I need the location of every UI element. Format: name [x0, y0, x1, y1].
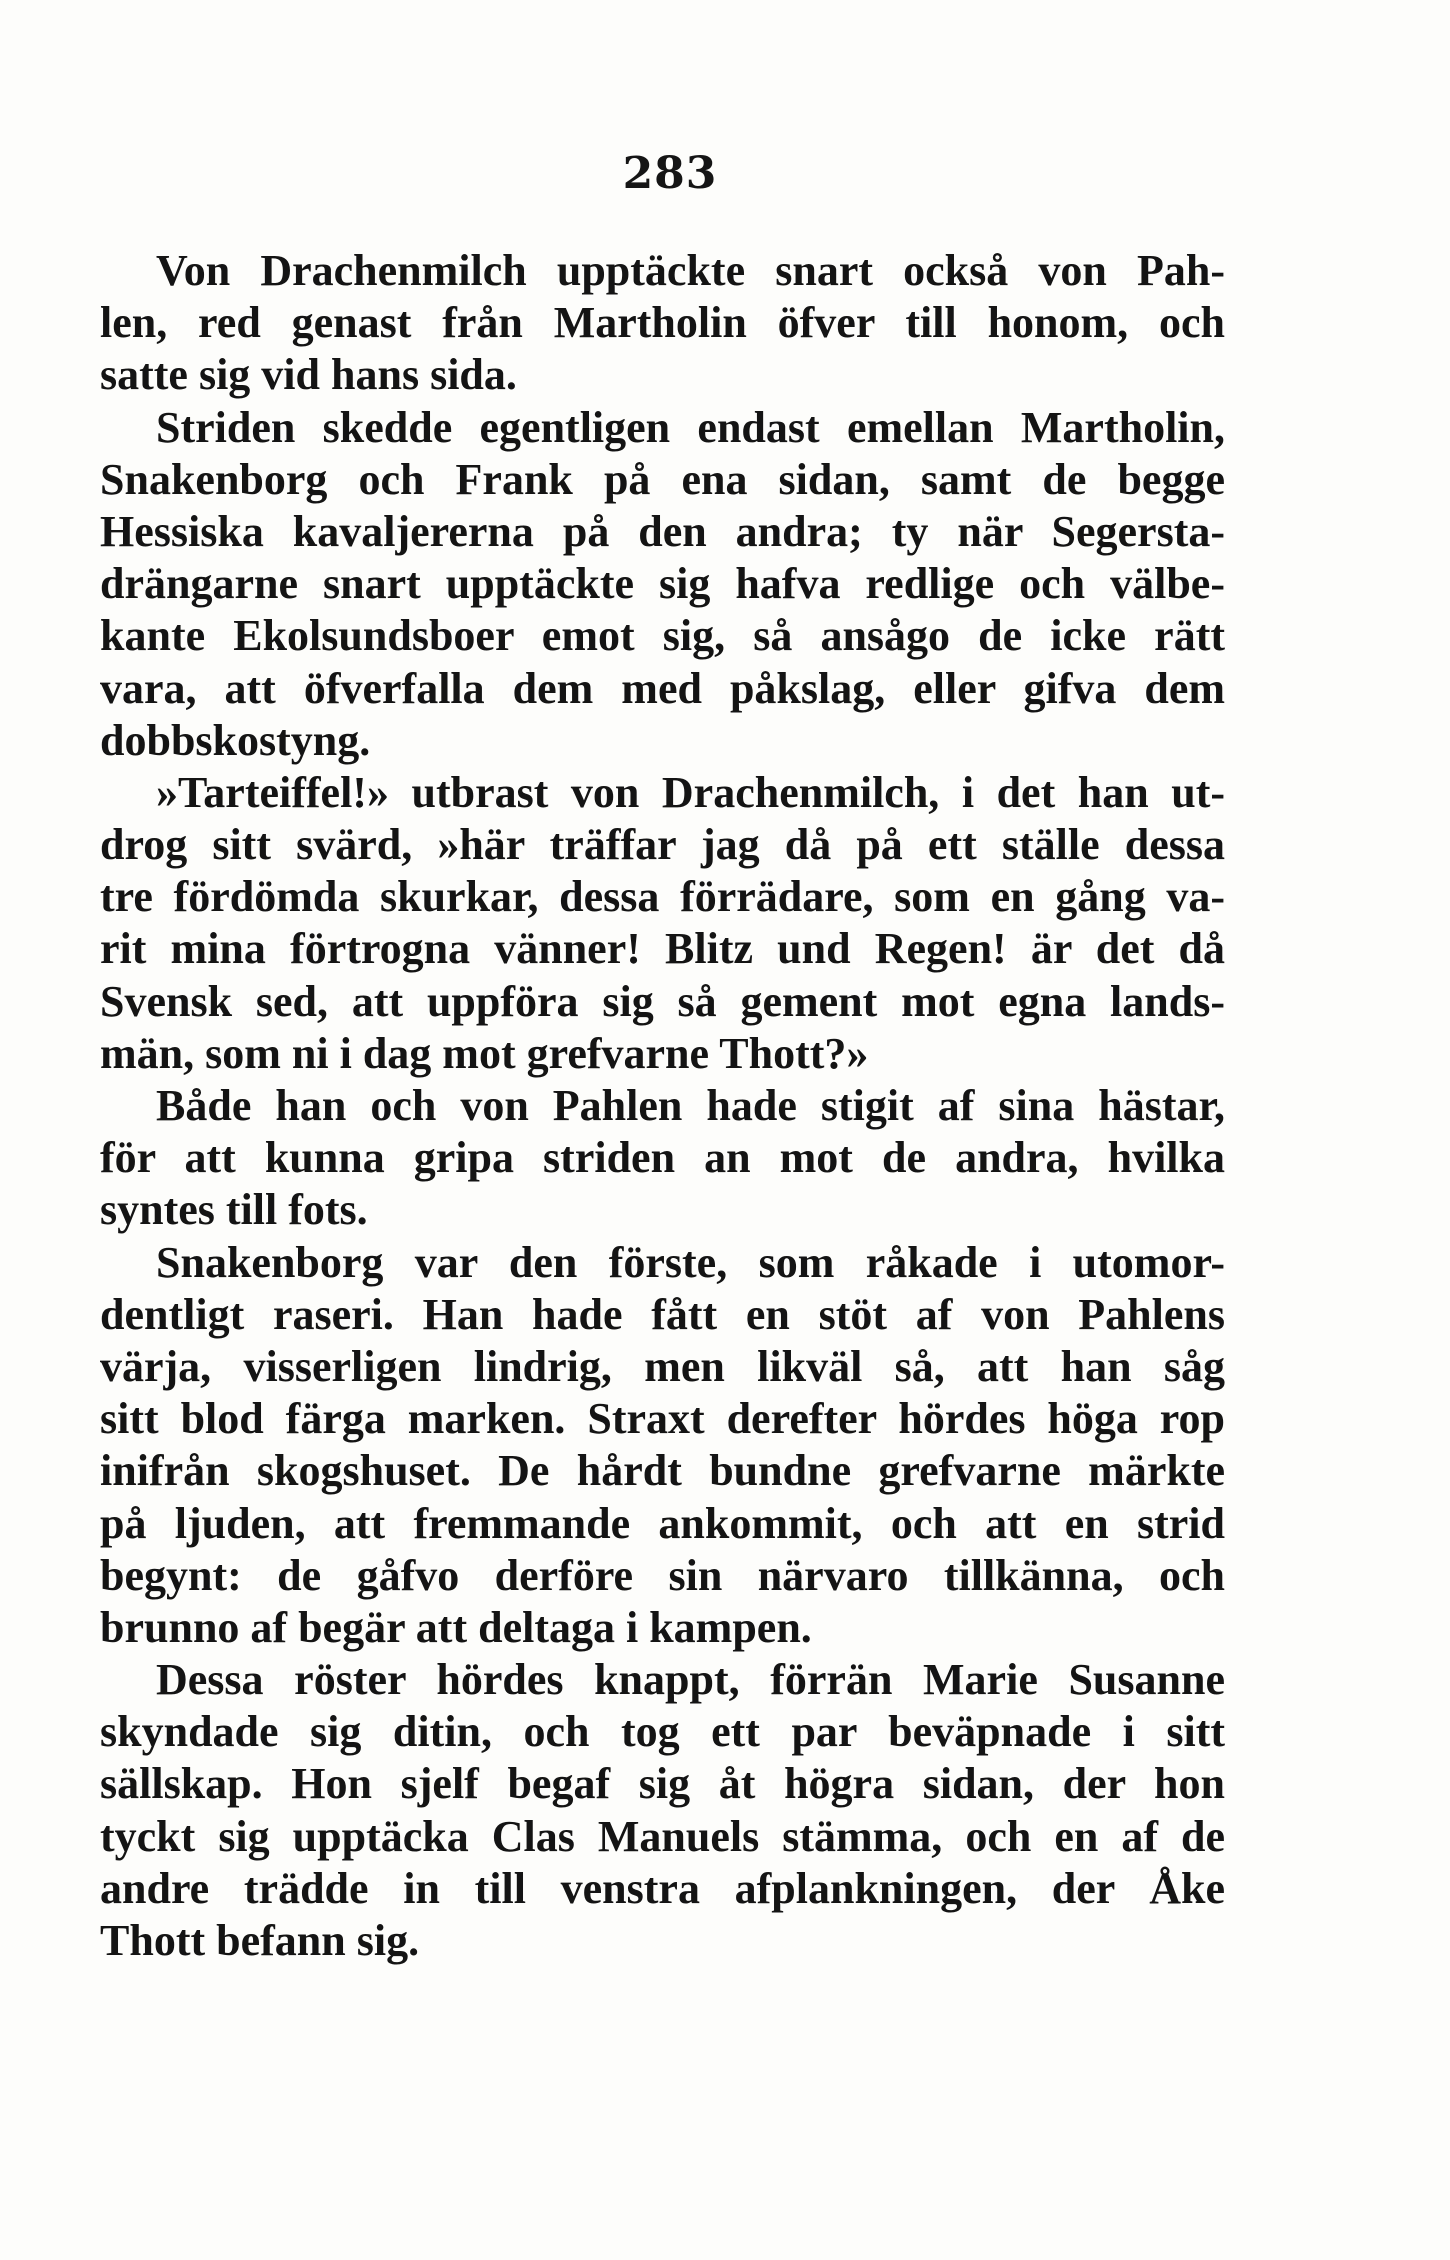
- text-line: skyndade sig ditin, och tog ett par beväpnade i sitt: [100, 1707, 1225, 1757]
- text-line: len, red genast från Martholin öfver till honom, och: [100, 298, 1225, 348]
- text-line: Thott befann sig.: [100, 1916, 420, 1965]
- text-line: brunno af begär att deltaga i kampen.: [100, 1602, 812, 1652]
- text-line: drog sitt svärd, »här träffar jag då på ett ställe dessa: [100, 820, 1225, 870]
- text-line: Hessiska kavaljererna på den andra; ty när Segersta-: [100, 506, 1225, 556]
- text-line: Svensk sed, att uppföra sig så gement mot egna lands-: [100, 976, 1225, 1026]
- text-line: Snakenborg var den förste, som råkade i utomor-: [156, 1237, 1225, 1287]
- text-line: »Tarteiffel!» utbrast von Drachenmilch, i det han ut-: [156, 767, 1225, 817]
- text-line: kante Ekolsundsboer emot sig, så ansågo de icke rätt: [100, 611, 1225, 661]
- text-line: Striden skedde egentligen endast emellan Martholin,: [156, 402, 1225, 452]
- text-line: drängarne snart upptäckte sig hafva redlige och välbe-: [100, 559, 1225, 609]
- text-line: sitt blod färga marken. Straxt derefter hördes höga rop: [100, 1394, 1225, 1444]
- text-line: tyckt sig upptäcka Clas Manuels stämma, och en af de: [100, 1811, 1225, 1861]
- text-line: inifrån skogshuset. De hårdt bundne grefvarne märkte: [100, 1446, 1225, 1496]
- text-line: värja, visserligen lindrig, men likväl så, att han såg: [100, 1341, 1225, 1391]
- page-number: 283: [622, 148, 718, 199]
- text-line: på ljuden, att fremmande ankommit, och att en strid: [100, 1498, 1225, 1548]
- text-line: Von Drachenmilch upptäckte snart också von Pah-: [156, 246, 1225, 295]
- text-line: för att kunna gripa striden an mot de andra, hvilka: [100, 1133, 1225, 1183]
- text-line: Snakenborg och Frank på ena sidan, samt de begge: [100, 454, 1225, 504]
- text-line: andre trädde in till venstra afplankningen, der Åke: [100, 1863, 1225, 1913]
- text-line: Dessa röster hördes knappt, förrän Marie Susanne: [156, 1655, 1225, 1705]
- body-text: [100, 245, 1225, 1967]
- text-line: dobbskostyng.: [100, 715, 371, 765]
- text-line: syntes till fots.: [100, 1185, 368, 1235]
- text-line: sällskap. Hon sjelf begaf sig åt högra sidan, der hon: [100, 1759, 1225, 1809]
- text-line: begynt: de gåfvo derföre sin närvaro tillkänna, och: [100, 1550, 1225, 1600]
- text-line: män, som ni i dag mot grefvarne Thott?»: [100, 1028, 869, 1078]
- text-line: Både han och von Pahlen hade stigit af sina hästar,: [156, 1081, 1225, 1130]
- text-line: dentligt raseri. Han hade fått en stöt af von Pahlens: [100, 1289, 1225, 1339]
- text-line: tre fördömda skurkar, dessa förrädare, som en gång va-: [100, 872, 1225, 922]
- text-line: vara, att öfverfalla dem med påkslag, eller gifva dem: [100, 663, 1225, 713]
- text-line: satte sig vid hans sida.: [100, 350, 517, 400]
- text-line: rit mina förtrogna vänner! Blitz und Regen! är det då: [100, 924, 1225, 974]
